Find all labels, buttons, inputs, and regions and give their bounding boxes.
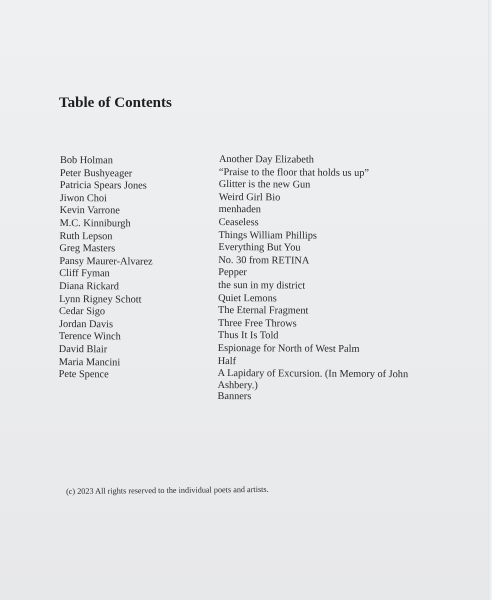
author-list (59, 155, 154, 382)
author-item: Diana Rickard (59, 280, 119, 293)
author-item: Cedar Sigo (59, 306, 106, 318)
poem-title-item: Everything But You (218, 242, 301, 254)
poem-title-item: Things William Phillips (218, 229, 317, 242)
author-item: M.C. Kinniburgh (59, 217, 131, 230)
author-item: Terence Winch (58, 331, 121, 343)
poem-title-item: Glitter is the new Gun (218, 179, 311, 191)
author-item: Greg Masters (59, 243, 116, 255)
poem-title-item: No. 30 from RETINA (218, 254, 310, 267)
poem-title-item: Thus It Is Told (217, 330, 279, 342)
author-item: Kevin Varrone (59, 205, 120, 217)
poem-title-item: The Eternal Fragment (218, 305, 309, 317)
copyright-notice: (c) 2023 All rights reserved to the individual poets and artists. (66, 484, 269, 496)
poem-title-list (217, 154, 419, 405)
author-item: Cliff Fyman (59, 268, 110, 280)
author-item: Pansy Maurer-Alvarez (59, 255, 153, 268)
poem-title-item: the sun in my district (218, 279, 306, 292)
poem-title-item: Banners (217, 391, 252, 403)
author-item: Jordan Davis (58, 318, 114, 331)
poem-title-item: Ceaseless (218, 216, 259, 229)
author-item: Maria Mancini (58, 356, 121, 368)
page-title: Table of Contents (59, 95, 172, 111)
poem-title-item: menhaden (218, 204, 262, 216)
poem-title-item: Quiet Lemons (218, 292, 277, 304)
author-item: Peter Bushyeager (59, 167, 133, 180)
poem-title-item: Pepper (218, 267, 247, 279)
author-item: Pete Spence (58, 369, 109, 381)
author-item: Jiwon Choi (59, 192, 107, 205)
author-item: David Blair (58, 343, 108, 356)
page-edge (488, 0, 492, 600)
poem-title-item: Half (217, 355, 237, 367)
author-item: Bob Holman (59, 155, 113, 167)
poem-title-item: Another Day Elizabeth (218, 154, 314, 166)
poem-title-item: “Praise to the floor that holds us up” (218, 166, 370, 179)
poem-title-item: A Lapidary of Excursion. (In Memory of John Ashbery.) (217, 368, 409, 391)
poem-title-item: Espionage for North of West Palm (217, 342, 360, 355)
poem-title-item: Weird Girl Bio (218, 191, 281, 204)
author-item: Patricia Spears Jones (59, 180, 147, 192)
author-item: Ruth Lepson (59, 230, 113, 242)
poem-title-item: Three Free Throws (217, 317, 297, 330)
author-item: Lynn Rigney Schott (59, 293, 142, 306)
